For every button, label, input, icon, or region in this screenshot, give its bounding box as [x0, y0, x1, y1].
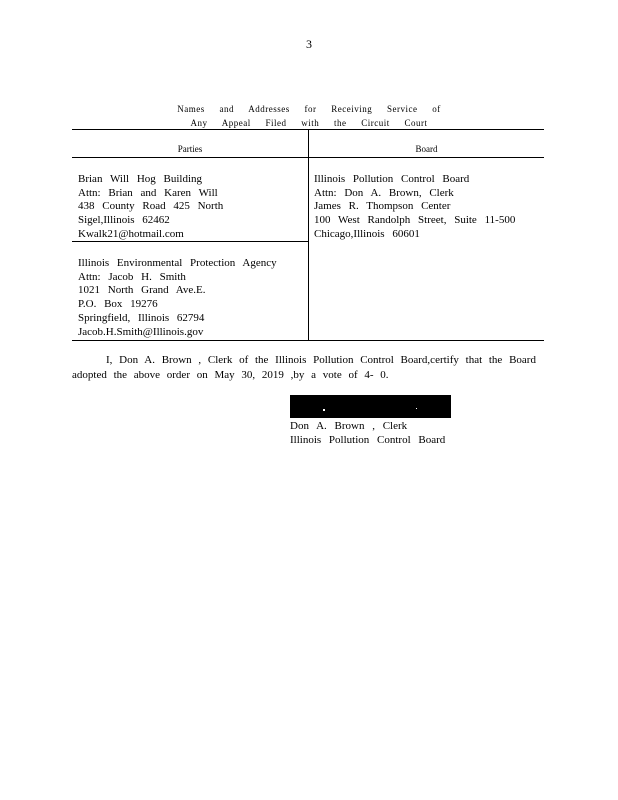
address-line: Attn: Brian and Karen Will — [78, 186, 218, 199]
party-address-petitioner — [78, 173, 223, 242]
address-line: Brian Will Hog Building — [78, 173, 203, 185]
table-header-row — [72, 130, 544, 158]
column-header-board: Board — [415, 144, 438, 154]
address-line: Chicago,Illinois 60601 — [314, 227, 420, 240]
address-line: 100 West Randolph Street, Suite 11-500 — [314, 214, 516, 227]
address-line: Attn: Don A. Brown, Clerk — [314, 186, 454, 199]
column-divider — [308, 130, 309, 340]
address-line: Springfield, Illinois 62794 — [78, 311, 205, 324]
party-address-agency — [78, 257, 277, 339]
address-line: Sigel,Illinois 62462 — [78, 214, 170, 227]
signature-mark — [323, 409, 325, 411]
heading-line-2: Any Appeal Filed with the Circuit Court — [190, 118, 428, 128]
address-line: Illinois Environmental Protection Agency — [78, 257, 277, 269]
signer-block — [290, 420, 445, 447]
certification-line-1: I, Don A. Brown , Clerk of the Illinois Pollution Control Board,certify that the Board — [106, 354, 536, 366]
signature-mark — [416, 408, 417, 409]
certification-paragraph — [72, 353, 544, 383]
address-line: Attn: Jacob H. Smith — [78, 270, 186, 283]
service-heading — [0, 102, 618, 130]
party-separator — [72, 241, 308, 242]
address-line: Illinois Pollution Control Board — [314, 173, 470, 185]
service-table — [72, 129, 544, 341]
email-text: Kwalk21@hotmail.com — [78, 227, 184, 240]
signer-org: Illinois Pollution Control Board — [290, 433, 446, 446]
column-header-parties: Parties — [177, 144, 203, 154]
address-line: James R. Thompson Center — [314, 200, 451, 213]
address-line: P.O. Box 19276 — [78, 298, 158, 311]
page-number: 3 — [306, 37, 312, 51]
address-line: 1021 North Grand Ave.E. — [78, 284, 206, 297]
heading-line-1: Names and Addresses for Receiving Service of — [177, 104, 441, 114]
signer-name: Don A. Brown , Clerk — [290, 420, 408, 432]
redacted-signature — [290, 395, 451, 418]
email-text: Jacob.H.Smith@Illinois.gov — [78, 325, 204, 338]
certification-line-2: adopted the above order on May 30, 2019 ,by a vote of 4- 0. — [72, 369, 389, 381]
board-address — [314, 173, 515, 242]
address-line: 438 County Road 425 North — [78, 200, 224, 213]
